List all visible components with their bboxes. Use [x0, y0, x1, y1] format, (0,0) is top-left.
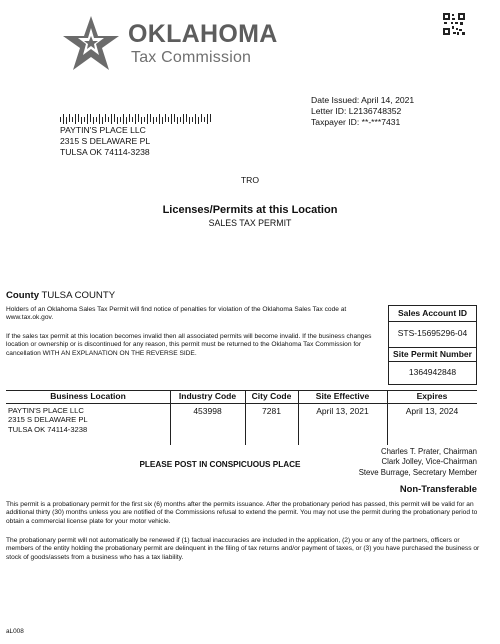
letter-meta — [311, 95, 461, 128]
tro-label: TRO — [240, 175, 260, 185]
county-label: County — [6, 290, 40, 301]
qr-code-icon — [443, 13, 465, 35]
invalid-notice: If the sales tax permit at this location becomes invalid then all associated permits will become invalid. If the business changes location or ownership or is discontinued for any reason, this permit must be returned to the Oklahoma Tax Commission for cancellation WITH AN EXPLANATION ON THE REVERSE SIDE. — [6, 333, 372, 357]
license-title: Licenses/Permits at this Location — [162, 204, 338, 216]
industry-code-value: 453998 — [193, 406, 222, 416]
header-expires: Expires — [416, 391, 448, 401]
county-line — [6, 290, 115, 301]
star-emblem-icon — [58, 14, 124, 80]
post-notice: PLEASE POST IN CONSPICUOUS PLACE — [139, 460, 301, 469]
taxpayer-id: Taxpayer ID: **-***7431 — [311, 117, 401, 127]
address-city: TULSA OK 74114-3238 — [60, 147, 150, 157]
addressee-name: PAYTIN'S PLACE LLC — [60, 125, 146, 135]
business-name: PAYTIN'S PLACE LLC — [8, 406, 84, 415]
expires-value: April 13, 2024 — [405, 406, 459, 416]
header-business-location: Business Location — [50, 391, 126, 401]
business-location-cell — [8, 406, 88, 434]
probation-paragraph-2: The probationary permit will not automatically be renewed if (1) factual inaccuracies are included in the application, (2) you or any of the partners, officers or members of the entity holding the probationary permit are delinquent in the filing of tax returns and/or payment of taxes, or (3) you have purchased the business or stock of goods/assets from a business who has a tax liability. — [6, 537, 480, 561]
site-permit-value: 1364942848 — [408, 367, 457, 377]
business-street: 2315 S DELAWARE PL — [8, 415, 88, 425]
officer-secretary: Steve Burrage, Secretary Member — [358, 467, 477, 477]
officer-chairman: Charles T. Prater, Chairman — [380, 447, 477, 456]
city-code-value: 7281 — [262, 406, 281, 416]
officer-vice-chairman: Clark Jolley, Vice-Chairman — [381, 457, 477, 467]
license-subtitle: SALES TAX PERMIT — [208, 218, 292, 228]
mailing-address — [60, 125, 150, 158]
org-subtitle: Tax Commission — [131, 49, 252, 66]
site-effective-value: April 13, 2021 — [316, 406, 369, 416]
permit-table — [6, 390, 477, 445]
letter-id: Letter ID: L2136748352 — [311, 106, 402, 116]
header-city-code: City Code — [251, 391, 292, 401]
header-industry-code: Industry Code — [178, 391, 237, 401]
header-site-effective: Site Effective — [315, 391, 370, 401]
penalty-notice: Holders of an Oklahoma Sales Tax Permit will find notice of penalties for violation of the Oklahoma Sales Tax code at www.tax.ok.gov. — [6, 306, 347, 322]
account-box — [388, 305, 477, 385]
date-issued: Date Issued: April 14, 2021 — [311, 95, 415, 105]
sales-account-value: STS-15695296-04 — [397, 328, 468, 338]
business-city: TULSA OK 74114-3238 — [8, 424, 88, 434]
probation-paragraph-1: This permit is a probationary permit for the first six (6) months after the permits issuance. After the probationary period has passed, this permit will be valid for an additional thirty (30) months unless you are notified of the Commissions refusal to extend the permit. You may not use the permit during the probationary period to obtain a commercial license plate for your motor vehicle. — [6, 501, 478, 525]
address-street: 2315 S DELAWARE PL — [60, 136, 151, 146]
site-permit-label: Site Permit Number — [393, 349, 472, 359]
sales-account-label: Sales Account ID — [397, 308, 468, 318]
org-name: OKLAHOMA — [128, 20, 278, 48]
county-value: TULSA COUNTY — [41, 290, 116, 301]
form-code: aL008 — [6, 628, 24, 635]
non-transferable-label: Non-Transferable — [399, 483, 477, 494]
